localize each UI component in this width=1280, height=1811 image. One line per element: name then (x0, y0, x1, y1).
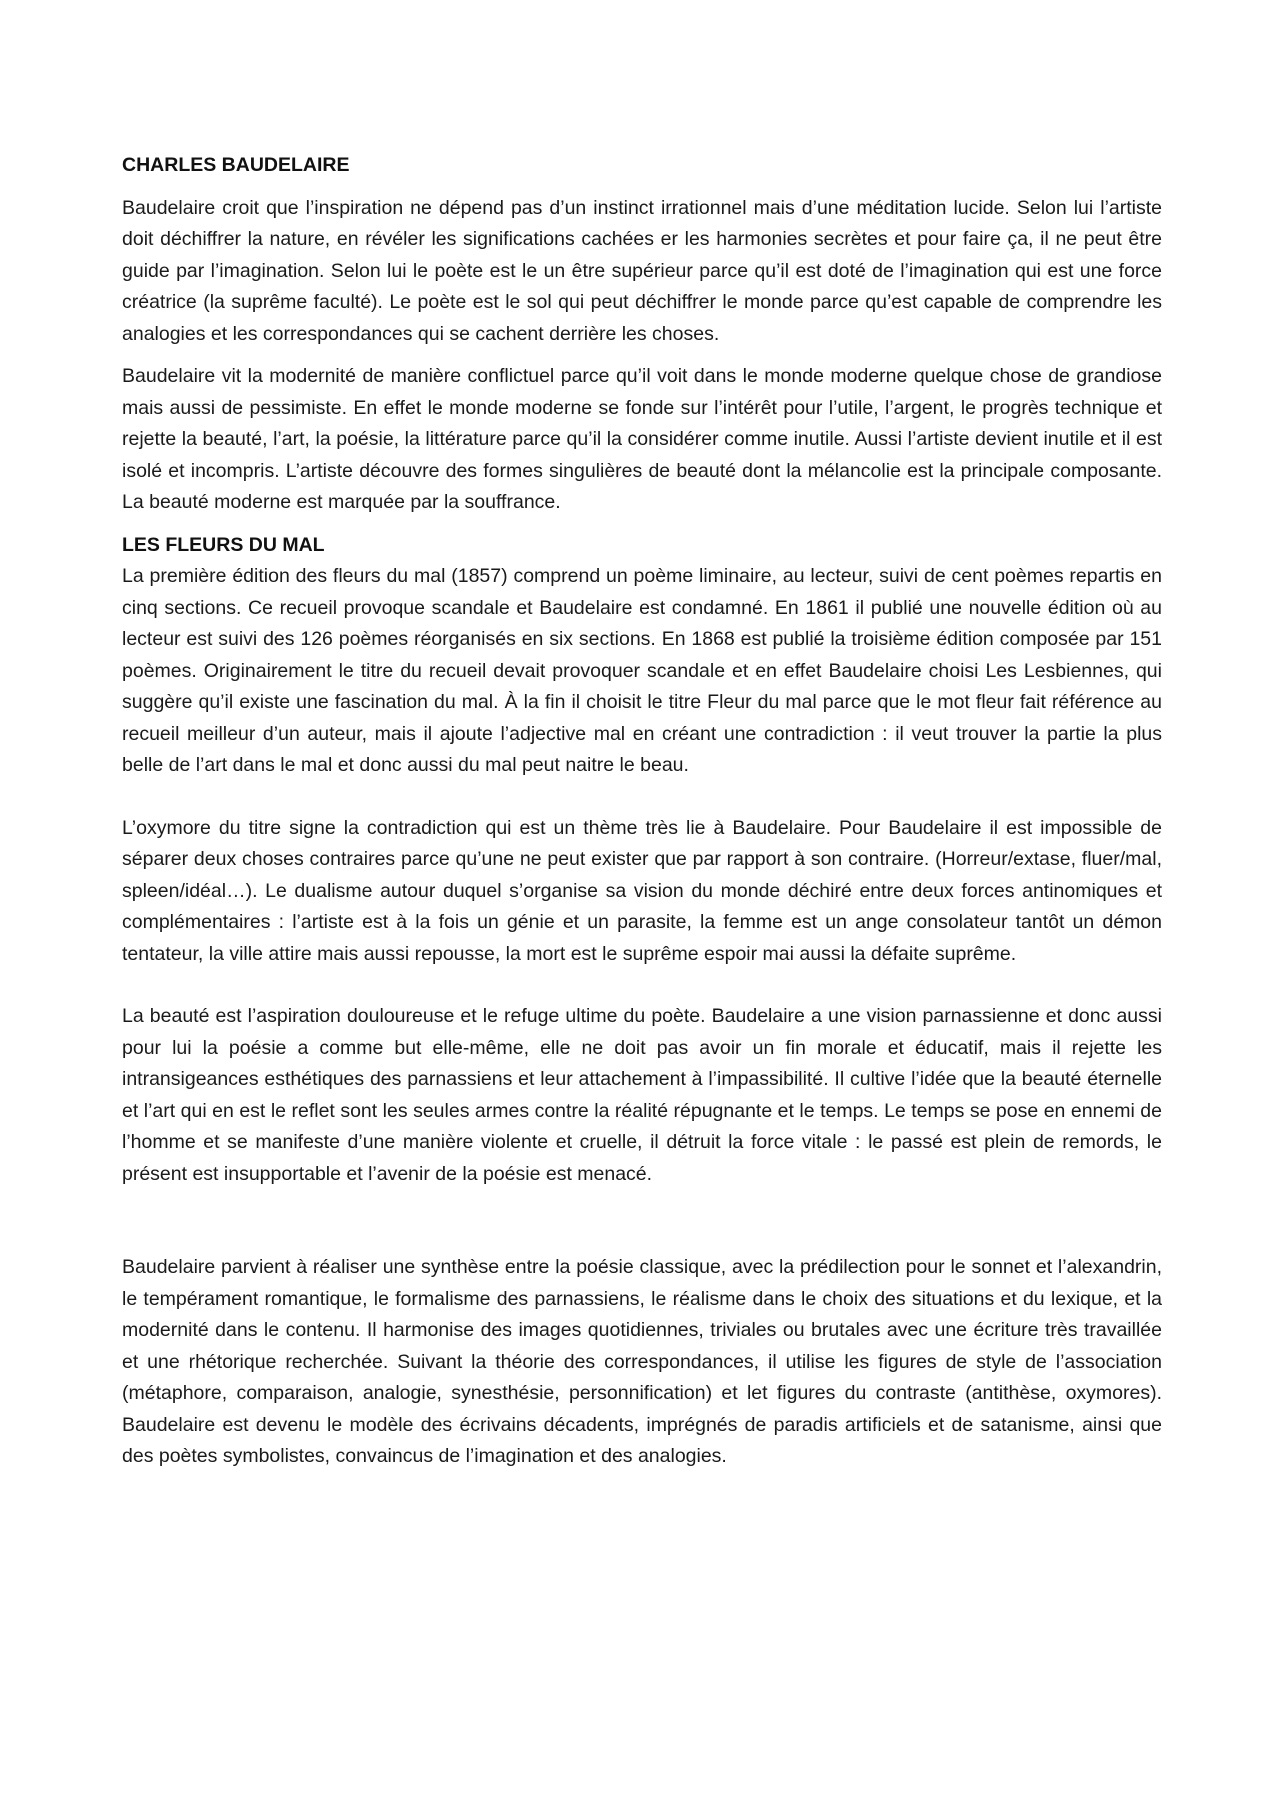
spacer (122, 350, 1162, 361)
spacer (122, 182, 1162, 193)
document-title: CHARLES BAUDELAIRE (122, 154, 350, 176)
spacer (122, 1190, 1162, 1252)
paragraph-inspiration: Baudelaire croit que l’inspiration ne dépend pas d’un instinct irrationnel mais d’une méditation lucide. Selon lui l’artiste doit déchiffrer la nature, en révéler les significations cachées er les harmonies secrètes et pour faire ça, il ne peut être guide par l’imagination. Selon lui le poète est le un être supérieur parce qu’il est doté de l’imagination qui est une force créatrice (la suprême faculté). Le poète est le sol qui peut déchiffrer le monde parce qu’est capable de comprendre les analogies et les correspondances qui se cachent derrière les choses. (122, 196, 1162, 345)
paragraph-modernite: Baudelaire vit la modernité de manière conflictuel parce qu’il voit dans le monde moderne quelque chose de grandiose mais aussi de pessimiste. En effet le monde moderne se fonde sur l’intérêt pour l’utile, l’argent, le progrès technique et rejette la beauté, l’art, la poésie, la littérature parce qu’il la considérer comme inutile. Aussi l’artiste devient inutile et il est isolé et incompris. L’artiste découvre des formes singulières de beauté dont la mélancolie est la principale composante. La beauté moderne est marquée par la souffrance. (122, 365, 1162, 513)
paragraph-oxymore: L’oxymore du titre signe la contradiction qui est un thème très lie à Baudelaire. Pour Baudelaire il est impossible de séparer deux choses contraires parce qu’une ne peut exister que par rapport à son contraire. (Horreur/extase, fluer/mal, spleen/idéal…). Le dualisme autour duquel s’organise sa vision du monde déchiré entre deux forces antinomiques et complémentaires : l’artiste est à la fois un génie et un parasite, la femme est un ange consolateur tantôt un démon tentateur, la ville attire mais aussi repousse, la mort est le suprême espoir mai aussi la défaite suprême. (122, 816, 1162, 965)
document-body (122, 150, 1162, 1473)
paragraph-synthese: Baudelaire parvient à réaliser une synthèse entre la poésie classique, avec la prédilection pour le sonnet et l’alexandrin, le tempérament romantique, le formalisme des parnassiens, le réalisme dans le choix des situations et du lexique, et la modernité dans le contenu. Il harmonise des images quotidiennes, triviales ou brutales avec une écriture très travaillée et une rhétorique recherchée. Suivant la théorie des correspondances, il utilise les figures de style de l’association (métaphore, comparaison, analogie, synesthésie, personnification) et let figures du contraste (antithèse, oxymores). Baudelaire est devenu le modèle des écrivains décadents, imprégnés de paradis artificiels et de satanisme, ainsi que des poètes symbolistes, convaincus de l’imagination et des analogies. (122, 1256, 1162, 1467)
paragraph-editions: La première édition des fleurs du mal (1857) comprend un poème liminaire, au lecteur, suivi de cent poèmes repartis en cinq sections. Ce recueil provoque scandale et Baudelaire est condamné. En 1861 il publié une nouvelle édition où au lecteur est suivi des 126 poèmes réorganisés en six sections. En 1868 est publié la troisième édition composée par 151 poèmes. Originairement le titre du recueil devait provoquer scandale et en effet Baudelaire choisi Les Lesbiennes, qui suggère qu’il existe une fascination du mal. À la fin il choisit le titre Fleur du mal parce que le mot fleur fait référence au recueil meilleur d’un auteur, mais il ajoute l’adjective mal en créant une contradiction : il veut trouver la partie la plus belle de l’art dans le mal et donc aussi du mal peut naitre le beau. (122, 565, 1162, 776)
section-title: LES FLEURS DU MAL (122, 533, 325, 556)
spacer (122, 519, 1162, 530)
paragraph-beaute: La beauté est l’aspiration douloureuse et le refuge ultime du poète. Baudelaire a une vision parnassienne et donc aussi pour lui la poésie a comme but elle-même, elle ne doit pas avoir un fin morale et éducatif, mais il rejette les intransigeances esthétiques des parnassiens et leur attachement à l’impassibilité. Il cultive l’idée que la beauté éternelle et l’art qui en est le reflet sont les seules armes contre la réalité répugnante et le temps. Le temps se pose en ennemi de l’homme et se manifeste d’une manière violente et cruelle, il détruit la force vitale : le passé est plein de remords, le présent est insupportable et l’avenir de la poésie est menacé. (122, 1005, 1162, 1185)
spacer (122, 782, 1162, 813)
spacer (122, 970, 1162, 1001)
